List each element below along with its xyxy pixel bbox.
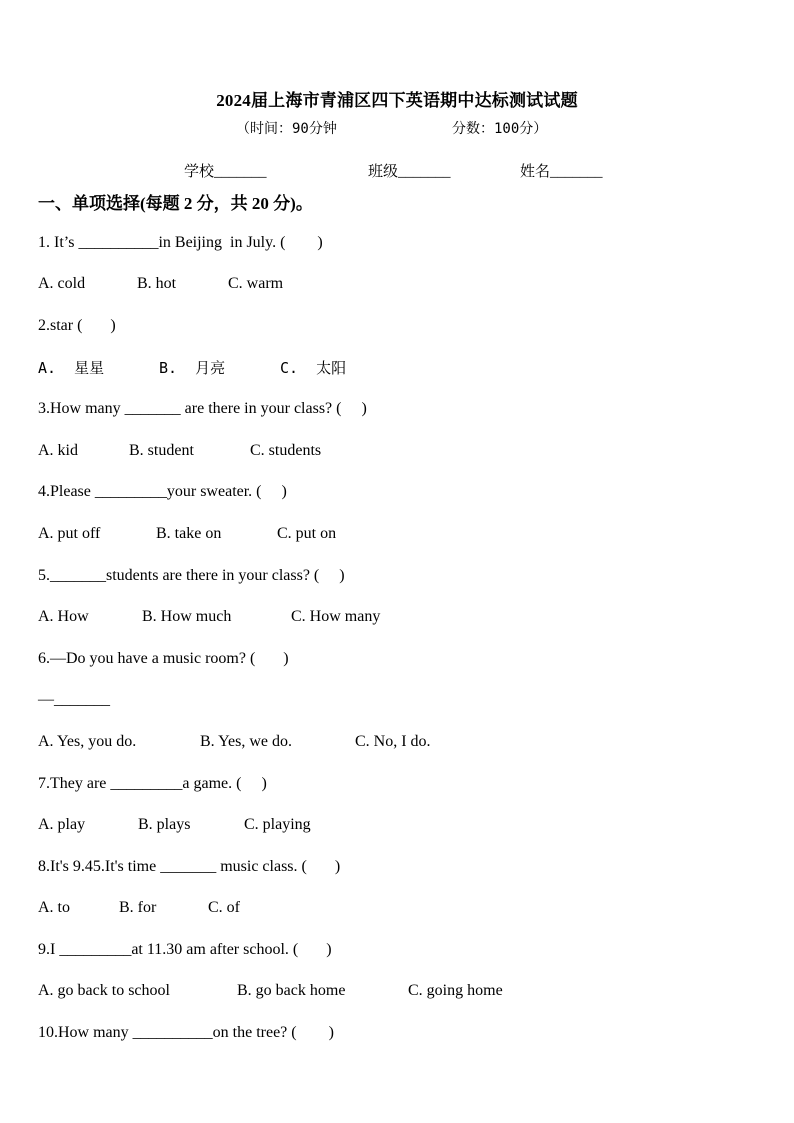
question-8-option-c: C. of <box>208 899 240 916</box>
question-2-option-b: B. 月亮 <box>159 359 226 377</box>
question-1-option-b: B. hot <box>137 275 177 292</box>
question-5-stem: 5._______students are there in your class? ( ) <box>38 567 345 584</box>
question-8-stem: 8.It's 9.45.It's time _______ music class. ( ) <box>38 858 341 875</box>
question-8-option-a: A. to <box>38 899 70 916</box>
question-7-option-c: C. playing <box>244 816 311 833</box>
page-title: 2024届上海市青浦区四下英语期中达标测试试题 <box>216 91 578 110</box>
question-7-option-b: B. plays <box>138 816 191 833</box>
question-9-option-a: A. go back to school <box>38 982 170 999</box>
question-3-option-a: A. kid <box>38 442 78 459</box>
question-9-option-c: C. going home <box>408 982 503 999</box>
question-9-option-b: B. go back home <box>237 982 346 999</box>
section-heading: 一、单项选择(每题 2 分，共 20 分)。 <box>38 194 313 213</box>
question-7-option-a: A. play <box>38 816 86 833</box>
question-9-stem: 9.I _________at 11.30 am after school. ( ) <box>38 941 332 958</box>
exam-time: （时间：90分钟 <box>236 121 337 137</box>
question-1-stem: 1. It’s __________in Beijing in July. ( ) <box>38 234 323 251</box>
question-3-option-b: B. student <box>129 442 194 459</box>
question-2-stem: 2.star ( ) <box>38 317 116 334</box>
question-2-option-c: C. 太阳 <box>280 359 347 377</box>
question-4-option-b: B. take on <box>156 525 222 542</box>
question-5-option-a: A. How <box>38 608 89 625</box>
exam-score: 分数：100分） <box>452 121 548 137</box>
question-6-option-b: B. Yes, we do. <box>200 733 293 750</box>
question-8-option-b: B. for <box>119 899 157 916</box>
class-field: 班级_______ <box>368 164 451 180</box>
question-1-option-a: A. cold <box>38 275 86 292</box>
question-5-option-b: B. How much <box>142 608 232 625</box>
question-4-option-a: A. put off <box>38 525 101 542</box>
question-3-option-c: C. students <box>250 442 322 459</box>
question-7-stem: 7.They are _________a game. ( ) <box>38 775 267 792</box>
question-2-option-a: A. 星星 <box>38 359 105 377</box>
question-1-option-c: C. warm <box>228 275 284 292</box>
name-field: 姓名_______ <box>520 164 603 180</box>
question-6-stem: 6.—Do you have a music room? ( ) <box>38 650 289 667</box>
question-6-answer-line: —_______ <box>38 691 110 708</box>
question-6-option-a: A. Yes, you do. <box>38 733 137 750</box>
school-field: 学校_______ <box>184 164 267 180</box>
question-5-option-c: C. How many <box>291 608 381 625</box>
question-4-stem: 4.Please _________your sweater. ( ) <box>38 483 287 500</box>
question-3-stem: 3.How many _______ are there in your class? ( ) <box>38 400 367 417</box>
question-6-option-c: C. No, I do. <box>355 733 431 750</box>
question-4-option-c: C. put on <box>277 525 337 542</box>
question-10-stem: 10.How many __________on the tree? ( ) <box>38 1024 334 1041</box>
